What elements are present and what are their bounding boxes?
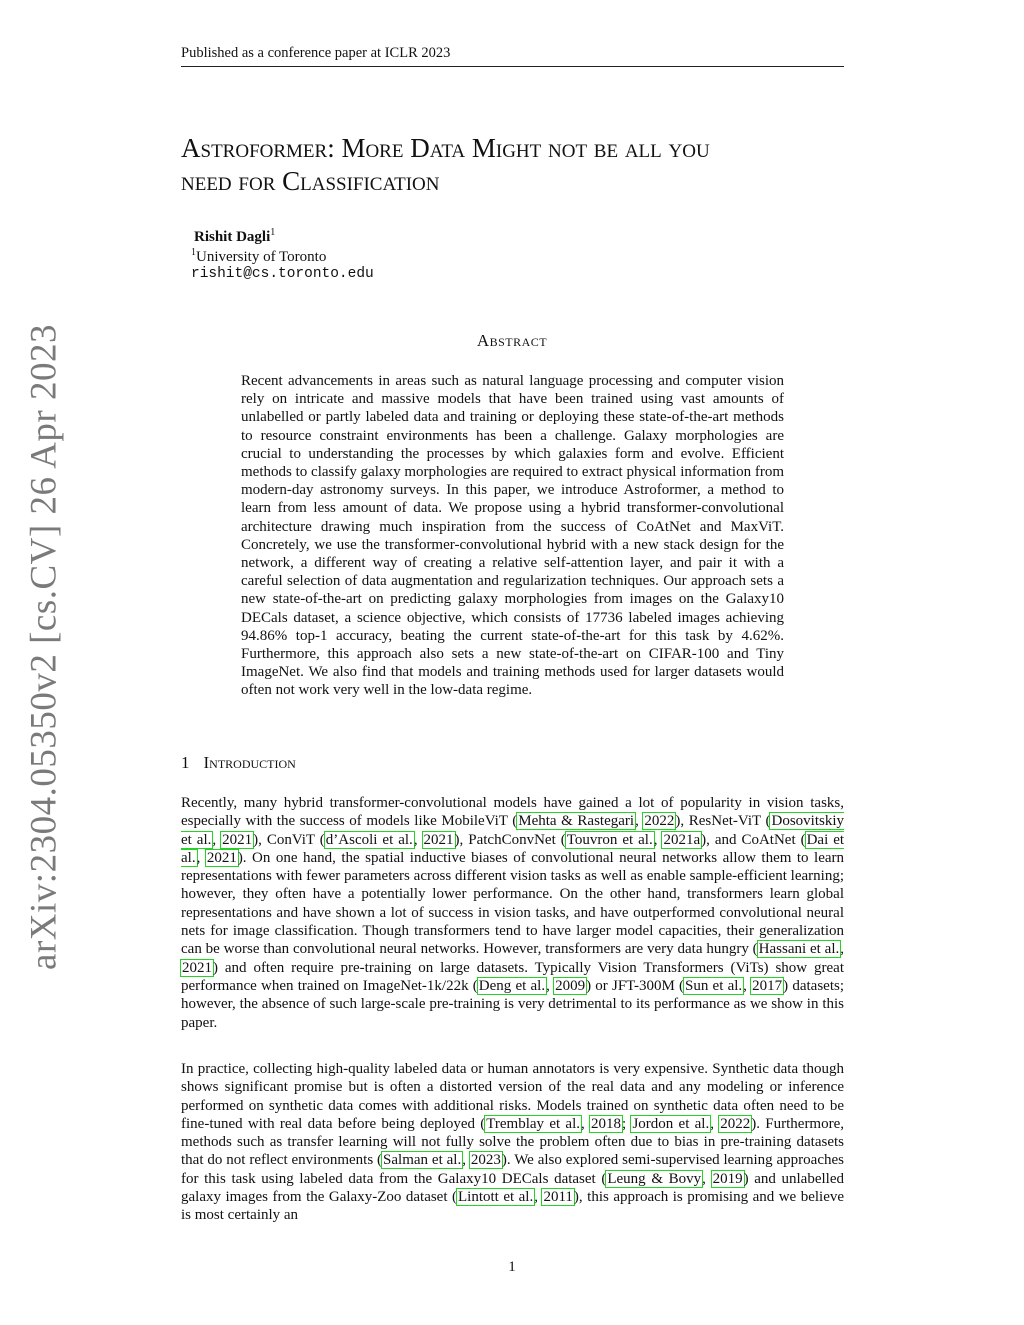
intro-paragraph-1: Recently, many hybrid transformer-convolutional models have gained a lot of popularity in vision tasks, especially with the success of models like MobileViT (Mehta & Rastegari, 2022), ResNet-ViT (Dosovitskiy et al., 2021), ConViT (d’Ascoli et al., 2021), PatchConvNet (Touvron et al., 2021a), and CoAtNet (Dai et al., 2021). On one hand, the spatial inductive biases of convolutional neural networks allow them to learn representations with fewer parameters across different vision tasks as well as enable sample-efficient learning; however, they often have a potentially lower performance. On the other hand, transformers learn global representations and have shown a lot of success in vision tasks, and have outperformed convolutional neural nets for image classification. Though transformers tend to have larger model capacities, their generalization can be worse than convolutional neural networks. However, transformers are very data hungry (Hassani et al., 2021) and often require pre-training on large datasets. Typically Vision Transformers (ViTs) show great performance when trained on ImageNet-1k/22k (Deng et al., 2009) or JFT-300M (Sun et al., 2017) datasets; however, the absence of such large-scale pre-training is very detrimental to its performance as we show in this paper.	[181, 795, 845, 1031]
citation-link[interactable]: 2017	[752, 977, 783, 994]
citation-link[interactable]: Sun et al.	[685, 977, 743, 994]
citation-link[interactable]: 2019	[712, 1170, 743, 1187]
citation-link[interactable]: 2023	[470, 1152, 501, 1169]
arxiv-stamp	[22, 324, 66, 970]
citation-link[interactable]: Salman et al.	[383, 1152, 462, 1169]
citation-link[interactable]: Tremblay et al.	[486, 1115, 580, 1132]
author-affiliation	[191, 247, 326, 266]
author-sup: 1	[270, 227, 276, 238]
citation-link[interactable]: Jordon et al.	[632, 1115, 710, 1132]
author-email[interactable]: rishit@cs.toronto.edu	[191, 266, 374, 282]
citation-link[interactable]: 2022	[644, 813, 675, 830]
citation-link[interactable]: d’Ascoli et al.	[325, 831, 413, 848]
abstract-body: Recent advancements in areas such as natural language processing and computer vision rely on intricate and massive models that have been trained using vast amounts of unlabelled or partly labeled data and training or deploying these state-of-the-art methods to resource constraint environments has been a challenge. Galaxy morphologies are crucial to understanding the processes by which galaxies form and evolve. Efficient methods to classify galaxy morphologies are required to extract physical information from modern-day astronomy surveys. In this paper, we introduce Astroformer, a method to learn from less amount of data. We propose using a hybrid transformer-convolutional architecture drawing much inspiration from the success of CoAtNet and MaxViT. Concretely, we use the transformer-convolutional hybrid with a new stack design for the network, a different way of creating a relative self-attention layer, and pair it with a careful selection of data augmentation and regularization techniques. Our approach sets a new state-of-the-art on predicting galaxy morphologies from images on the Galaxy10 DECals dataset, a science objective, which consists of 17736 labeled images achieving 94.86% top-1 accuracy, beating the current state-of-the-art for this task by 4.62%. Furthermore, this approach also sets a new state-of-the-art on CIFAR-100 and Tiny ImageNet. We also find that models and training methods used for larger datasets would often not work very well in the low-data regime.	[241, 373, 784, 699]
section-title: Introduction	[203, 753, 296, 772]
citation-link[interactable]: 2022	[720, 1115, 751, 1132]
citation-link[interactable]: Deng et al.	[478, 977, 546, 994]
citation-link[interactable]: Lintott et al.	[458, 1189, 534, 1206]
title-line-1: Astroformer: More Data Might not be all you	[181, 133, 710, 163]
affiliation-text: University of Toronto	[196, 249, 327, 265]
citation-link[interactable]: 2011	[543, 1189, 573, 1206]
author-name	[194, 227, 275, 246]
intro-paragraph-2: In practice, collecting high-quality labeled data or human annotators is very expensive. Synthetic data though shows significant promise but is often a distorted version of the real data and any modeling or inference performed on synthetic data comes with additional risks. Models trained on synthetic data often need to be fine-tuned with real data before being deployed (Tremblay et al., 2018; Jordon et al., 2022). Furthermore, methods such as transfer learning will not fully solve the problem often due to bias in pre-training datasets that do not reflect environments (Salman et al., 2023). We also explored semi-supervised learning approaches for this task using labeled data from the Galaxy10 DECals dataset (Leung & Bovy, 2019) and unlabelled galaxy images from the Galaxy-Zoo dataset (Lintott et al., 2011), this approach is promising and we believe is most certainly an	[181, 1061, 845, 1224]
citation-link[interactable]: 2009	[555, 977, 586, 994]
section-number: 1	[181, 753, 190, 772]
citation-link[interactable]: 2021a	[663, 831, 701, 848]
citation-link[interactable]: 2021	[206, 849, 237, 866]
running-header: Published as a conference paper at ICLR 2023	[181, 44, 844, 67]
citation-link[interactable]: 2018	[591, 1115, 622, 1132]
citation-link[interactable]: 2021	[423, 831, 454, 848]
title-line-2: need for Classification	[181, 166, 440, 196]
page-number: 1	[508, 1259, 516, 1275]
citation-link[interactable]: 2021	[182, 959, 212, 976]
citation-link[interactable]: Dosovitskiy et al.	[181, 813, 844, 848]
citation-link[interactable]: Dai et al.	[181, 831, 845, 866]
citation-link[interactable]: Mehta & Rastegari	[518, 813, 635, 830]
author-name-text: Rishit Dagli	[194, 229, 271, 245]
arxiv-id: arXiv:2304.05350v2 [cs.CV] 26 Apr 2023	[23, 324, 65, 970]
citation-link[interactable]: Leung & Bovy	[607, 1170, 702, 1187]
citation-link[interactable]: 2021	[222, 831, 253, 848]
abstract-heading: Abstract	[476, 331, 548, 350]
citation-link[interactable]: Touvron et al.	[566, 831, 653, 848]
paper-title	[181, 132, 851, 198]
citation-link[interactable]: Hassani et al.	[758, 941, 840, 958]
section-heading-introduction	[181, 753, 296, 773]
affil-sup: 1	[191, 247, 196, 258]
